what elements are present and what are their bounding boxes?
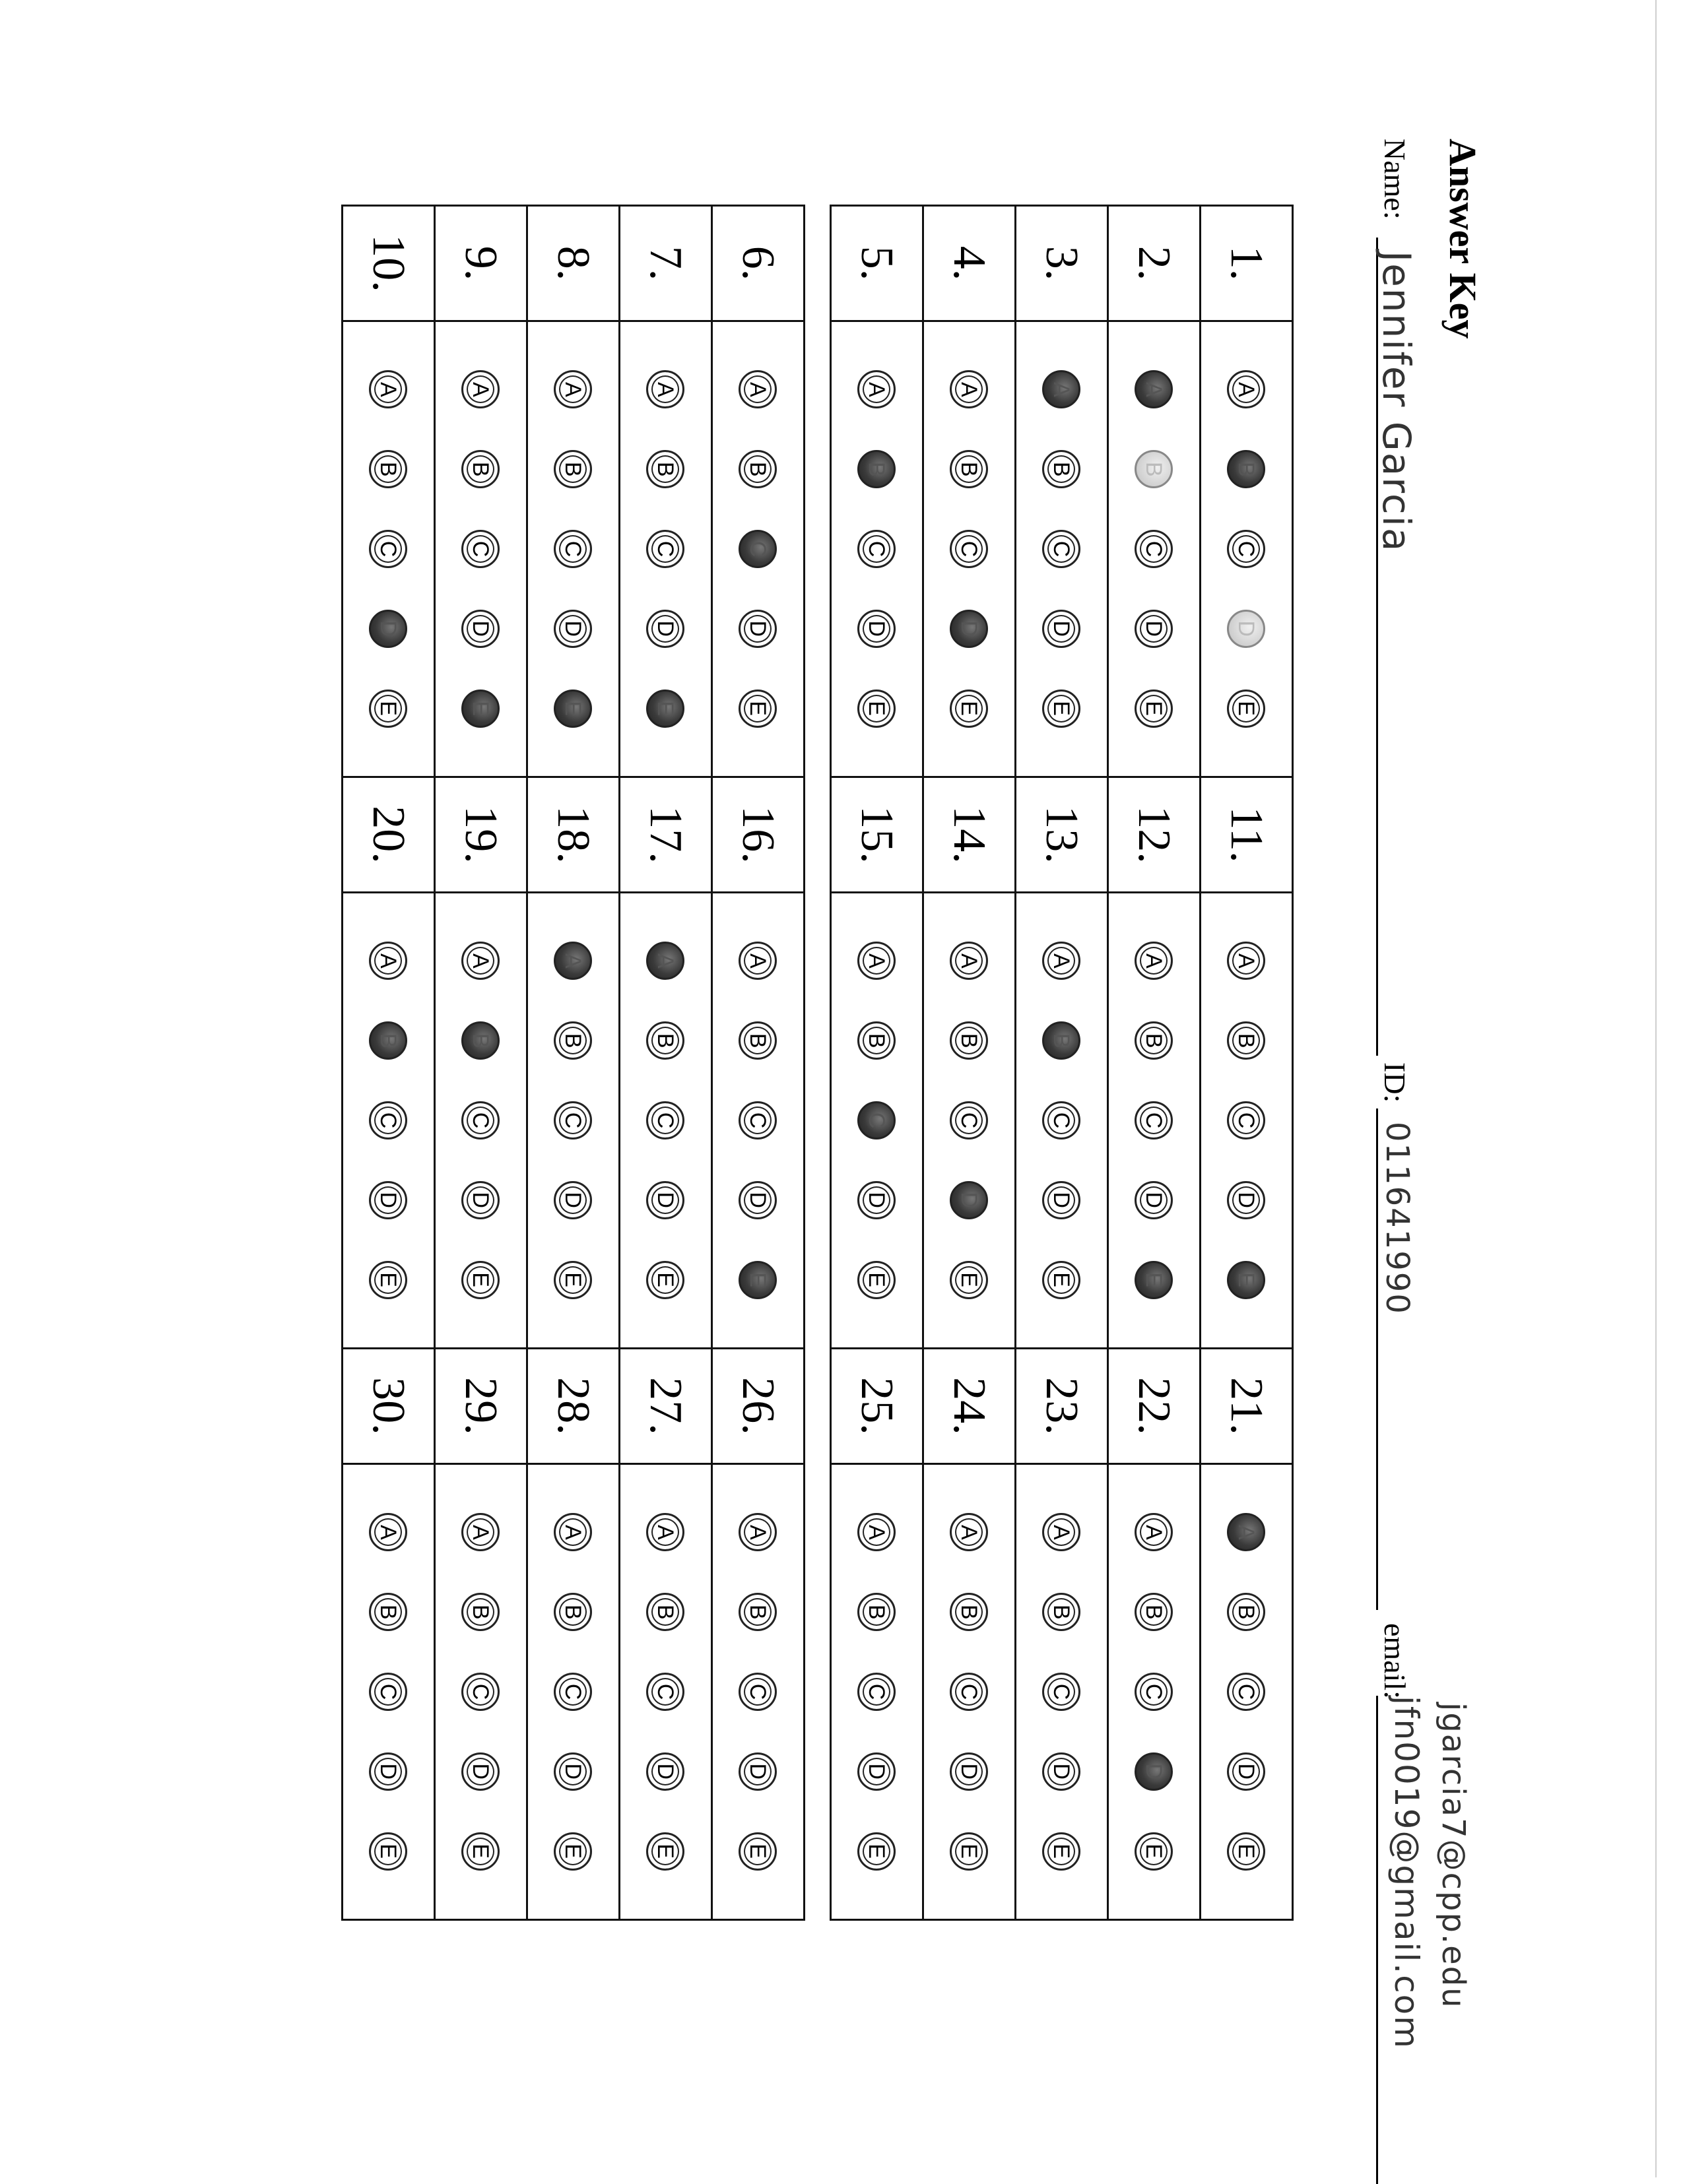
- question-number: 1.: [1201, 206, 1293, 321]
- answer-bubble-d[interactable]: D: [370, 610, 408, 648]
- answer-bubble-c[interactable]: C: [1135, 530, 1173, 568]
- answer-bubble-e[interactable]: E: [647, 690, 685, 728]
- bubble-group: [343, 1464, 435, 1920]
- bubble-group: [527, 321, 620, 777]
- answer-bubble-a[interactable]: A: [554, 942, 593, 980]
- answer-row: [435, 206, 527, 1920]
- answer-bubble-a[interactable]: A: [370, 1513, 408, 1551]
- answer-bubble-c[interactable]: C: [739, 1101, 777, 1140]
- answer-row: [620, 206, 712, 1920]
- answer-bubble-b[interactable]: B: [647, 1593, 685, 1631]
- answer-bubble-e[interactable]: E: [739, 1261, 777, 1299]
- bubble-group: [1016, 893, 1108, 1349]
- answer-bubble-d[interactable]: D: [647, 610, 685, 648]
- name-label: Name:: [1378, 139, 1412, 220]
- answer-bubble-d[interactable]: D: [858, 610, 896, 648]
- email-label: email:: [1378, 1623, 1412, 1699]
- answer-bubble-e[interactable]: E: [858, 690, 896, 728]
- answer-bubble-b[interactable]: B: [858, 450, 896, 488]
- answer-bubble-e[interactable]: E: [950, 1832, 989, 1871]
- answer-bubble-a[interactable]: A: [1043, 1513, 1081, 1551]
- answer-bubble-b[interactable]: B: [370, 450, 408, 488]
- answer-bubble-b[interactable]: B: [1135, 1021, 1173, 1060]
- answer-bubble-a[interactable]: A: [462, 942, 500, 980]
- question-number: 14.: [923, 777, 1016, 893]
- answer-bubble-a[interactable]: A: [370, 942, 408, 980]
- answer-bubble-b[interactable]: B: [554, 1593, 593, 1631]
- answer-bubble-c[interactable]: C: [647, 530, 685, 568]
- answer-bubble-a[interactable]: A: [370, 370, 408, 408]
- question-number: 3.: [1016, 206, 1108, 321]
- answer-bubble-b[interactable]: B: [554, 450, 593, 488]
- answer-bubble-a[interactable]: A: [858, 942, 896, 980]
- answer-bubble-c[interactable]: C: [1135, 1101, 1173, 1140]
- answer-bubble-a[interactable]: A: [1228, 370, 1266, 408]
- question-number: 11.: [1201, 777, 1293, 893]
- answer-bubble-d[interactable]: D: [950, 1752, 989, 1791]
- answer-bubble-d[interactable]: D: [1228, 1752, 1266, 1791]
- answer-bubble-b[interactable]: B: [739, 1593, 777, 1631]
- answer-bubble-e[interactable]: E: [950, 690, 989, 728]
- answer-bubble-d[interactable]: D: [739, 1181, 777, 1219]
- answer-bubble-e[interactable]: E: [462, 690, 500, 728]
- answer-bubble-d[interactable]: D: [1228, 610, 1266, 648]
- answer-row: [1016, 206, 1108, 1920]
- question-number: 17.: [620, 777, 712, 893]
- answer-bubble-e[interactable]: E: [1228, 690, 1266, 728]
- answer-row: [923, 206, 1016, 1920]
- bubble-group: [712, 1464, 805, 1920]
- email-value-1: jgarcia7@cpp.edu: [1435, 1702, 1472, 2009]
- answer-bubble-e[interactable]: E: [554, 690, 593, 728]
- answer-bubble-c[interactable]: C: [370, 1673, 408, 1711]
- bubble-group: [923, 1464, 1016, 1920]
- answer-bubble-b[interactable]: B: [1228, 1021, 1266, 1060]
- answer-bubble-a[interactable]: A: [1043, 942, 1081, 980]
- bubble-group: [712, 321, 805, 777]
- answer-bubble-b[interactable]: B: [370, 1593, 408, 1631]
- question-number: 10.: [343, 206, 435, 321]
- answer-bubble-a[interactable]: A: [858, 1513, 896, 1551]
- answer-bubble-c[interactable]: C: [858, 1101, 896, 1140]
- answer-bubble-d[interactable]: D: [1135, 610, 1173, 648]
- answer-bubble-a[interactable]: A: [1228, 1513, 1266, 1551]
- answer-bubble-d[interactable]: D: [462, 1752, 500, 1791]
- id-label: ID:: [1378, 1062, 1412, 1103]
- answer-bubble-e[interactable]: E: [739, 1832, 777, 1871]
- question-number: 5.: [831, 206, 923, 321]
- answer-bubble-a[interactable]: A: [739, 942, 777, 980]
- answer-bubble-b[interactable]: B: [1043, 1593, 1081, 1631]
- answer-row: [1201, 206, 1293, 1920]
- answer-bubble-a[interactable]: A: [1135, 1513, 1173, 1551]
- answer-bubble-c[interactable]: C: [1228, 530, 1266, 568]
- question-number: 2.: [1108, 206, 1201, 321]
- bubble-group: [1201, 1464, 1293, 1920]
- answer-bubble-c[interactable]: C: [950, 1101, 989, 1140]
- answer-bubble-d[interactable]: D: [1043, 610, 1081, 648]
- answer-bubble-c[interactable]: C: [462, 1673, 500, 1711]
- question-number: 27.: [620, 1349, 712, 1464]
- email-field: [1377, 1623, 1412, 1699]
- question-number: 8.: [527, 206, 620, 321]
- answer-bubble-a[interactable]: A: [739, 370, 777, 408]
- answer-bubble-a[interactable]: A: [950, 370, 989, 408]
- answer-block-1: [830, 205, 1294, 1921]
- id-underline: [1376, 1108, 1378, 1610]
- answer-bubble-a[interactable]: A: [462, 370, 500, 408]
- answer-bubble-d[interactable]: D: [370, 1752, 408, 1791]
- bubble-group: [1201, 893, 1293, 1349]
- answer-bubble-d[interactable]: D: [462, 610, 500, 648]
- answer-bubble-d[interactable]: D: [554, 610, 593, 648]
- answer-bubble-b[interactable]: B: [950, 450, 989, 488]
- answer-bubble-e[interactable]: E: [1043, 1261, 1081, 1299]
- answer-bubble-e[interactable]: E: [462, 1832, 500, 1871]
- answer-bubble-a[interactable]: A: [1228, 942, 1266, 980]
- answer-bubble-e[interactable]: E: [370, 690, 408, 728]
- bubble-group: [923, 893, 1016, 1349]
- answer-bubble-b[interactable]: B: [554, 1021, 593, 1060]
- answer-bubble-a[interactable]: A: [554, 1513, 593, 1551]
- answer-bubble-a[interactable]: A: [647, 942, 685, 980]
- answer-bubble-d[interactable]: D: [1135, 1181, 1173, 1219]
- email-value-2: jfn0019@gmail.com: [1387, 1696, 1426, 2049]
- question-number: 28.: [527, 1349, 620, 1464]
- question-number: 26.: [712, 1349, 805, 1464]
- answer-bubble-c[interactable]: C: [554, 1101, 593, 1140]
- answer-bubble-b[interactable]: B: [858, 1593, 896, 1631]
- email-underline: [1376, 1696, 1378, 2184]
- bubble-group: [923, 321, 1016, 777]
- answer-bubble-e[interactable]: E: [858, 1832, 896, 1871]
- answer-bubble-c[interactable]: C: [950, 530, 989, 568]
- question-number: 18.: [527, 777, 620, 893]
- answer-bubble-b[interactable]: B: [462, 1021, 500, 1060]
- answer-bubble-d[interactable]: D: [370, 1181, 408, 1219]
- name-field: [1377, 139, 1412, 220]
- page-title: Answer Key: [1441, 139, 1484, 339]
- answer-bubble-d[interactable]: D: [462, 1181, 500, 1219]
- answer-bubble-c[interactable]: C: [950, 1673, 989, 1711]
- question-number: 20.: [343, 777, 435, 893]
- question-number: 24.: [923, 1349, 1016, 1464]
- bubble-group: [1201, 321, 1293, 777]
- answer-bubble-e[interactable]: E: [1043, 690, 1081, 728]
- question-number: 19.: [435, 777, 527, 893]
- question-number: 4.: [923, 206, 1016, 321]
- answer-bubble-e[interactable]: E: [1135, 1832, 1173, 1871]
- answer-bubble-b[interactable]: B: [1135, 450, 1173, 488]
- answer-bubble-c[interactable]: C: [1043, 1673, 1081, 1711]
- answer-bubble-e[interactable]: E: [1135, 690, 1173, 728]
- question-number: 30.: [343, 1349, 435, 1464]
- answer-bubble-c[interactable]: C: [462, 530, 500, 568]
- answer-bubble-e[interactable]: E: [739, 690, 777, 728]
- answer-row: [831, 206, 923, 1920]
- answer-bubble-a[interactable]: A: [950, 1513, 989, 1551]
- answer-bubble-e[interactable]: E: [1043, 1832, 1081, 1871]
- bubble-group: [620, 893, 712, 1349]
- answer-bubble-c[interactable]: C: [554, 1673, 593, 1711]
- bubble-group: [527, 893, 620, 1349]
- question-number: 25.: [831, 1349, 923, 1464]
- question-number: 12.: [1108, 777, 1201, 893]
- answer-bubble-d[interactable]: D: [858, 1181, 896, 1219]
- question-number: 22.: [1108, 1349, 1201, 1464]
- answer-bubble-a[interactable]: A: [647, 1513, 685, 1551]
- scan-page-edge: [1655, 0, 1657, 2177]
- answer-bubble-a[interactable]: A: [858, 370, 896, 408]
- answer-bubble-d[interactable]: D: [554, 1181, 593, 1219]
- answer-bubble-e[interactable]: E: [1228, 1832, 1266, 1871]
- answer-bubble-b[interactable]: B: [739, 1021, 777, 1060]
- answer-bubble-c[interactable]: C: [554, 530, 593, 568]
- bubble-group: [435, 893, 527, 1349]
- answer-bubble-c[interactable]: C: [1135, 1673, 1173, 1711]
- answer-bubble-b[interactable]: B: [370, 1021, 408, 1060]
- bubble-group: [620, 321, 712, 777]
- bubble-group: [1016, 321, 1108, 777]
- answer-bubble-c[interactable]: C: [647, 1673, 685, 1711]
- answer-row: [527, 206, 620, 1920]
- answer-bubble-a[interactable]: A: [1043, 370, 1081, 408]
- answer-bubble-d[interactable]: D: [647, 1181, 685, 1219]
- answer-bubble-e[interactable]: E: [370, 1832, 408, 1871]
- question-number: 13.: [1016, 777, 1108, 893]
- answer-bubble-e[interactable]: E: [554, 1832, 593, 1871]
- answer-bubble-d[interactable]: D: [739, 610, 777, 648]
- answer-block-2: [341, 205, 805, 1921]
- answer-bubble-d[interactable]: D: [1043, 1181, 1081, 1219]
- answer-bubble-b[interactable]: B: [462, 450, 500, 488]
- answer-bubble-e[interactable]: E: [1135, 1261, 1173, 1299]
- bubble-group: [343, 321, 435, 777]
- bubble-group: [1016, 1464, 1108, 1920]
- answer-bubble-b[interactable]: B: [1043, 1021, 1081, 1060]
- id-value: 011641990: [1379, 1122, 1416, 1315]
- answer-bubble-b[interactable]: B: [647, 450, 685, 488]
- answer-bubble-e[interactable]: E: [647, 1261, 685, 1299]
- question-number: 16.: [712, 777, 805, 893]
- answer-bubble-b[interactable]: B: [1135, 1593, 1173, 1631]
- answer-bubble-d[interactable]: D: [950, 610, 989, 648]
- answer-bubble-b[interactable]: B: [1043, 450, 1081, 488]
- answer-bubble-a[interactable]: A: [739, 1513, 777, 1551]
- answer-row: [1108, 206, 1201, 1920]
- answer-bubble-c[interactable]: C: [462, 1101, 500, 1140]
- answer-bubble-d[interactable]: D: [950, 1181, 989, 1219]
- answer-bubble-b[interactable]: B: [950, 1021, 989, 1060]
- answer-bubble-e[interactable]: E: [462, 1261, 500, 1299]
- answer-bubble-c[interactable]: C: [858, 1673, 896, 1711]
- answer-bubble-c[interactable]: C: [1043, 1101, 1081, 1140]
- answer-bubble-e[interactable]: E: [647, 1832, 685, 1871]
- answer-bubble-b[interactable]: B: [1228, 1593, 1266, 1631]
- answer-bubble-b[interactable]: B: [1228, 450, 1266, 488]
- bubble-group: [1108, 893, 1201, 1349]
- answer-bubble-d[interactable]: D: [647, 1752, 685, 1791]
- answer-bubble-d[interactable]: D: [1043, 1752, 1081, 1791]
- bubble-group: [435, 1464, 527, 1920]
- question-number: 29.: [435, 1349, 527, 1464]
- id-field: [1377, 1062, 1412, 1103]
- answer-bubble-b[interactable]: B: [647, 1021, 685, 1060]
- bubble-group: [1108, 1464, 1201, 1920]
- question-number: 21.: [1201, 1349, 1293, 1464]
- answer-bubble-a[interactable]: A: [462, 1513, 500, 1551]
- answer-bubble-a[interactable]: A: [950, 942, 989, 980]
- answer-bubble-d[interactable]: D: [1135, 1752, 1173, 1791]
- answer-bubble-a[interactable]: A: [1135, 942, 1173, 980]
- answer-bubble-c[interactable]: C: [739, 1673, 777, 1711]
- answer-bubble-c[interactable]: C: [1043, 530, 1081, 568]
- answer-row: [712, 206, 805, 1920]
- answer-bubble-c[interactable]: C: [647, 1101, 685, 1140]
- answer-bubble-b[interactable]: B: [739, 450, 777, 488]
- answer-bubble-c[interactable]: C: [1228, 1673, 1266, 1711]
- name-value: Jennifer Garcia: [1374, 251, 1419, 553]
- question-number: 15.: [831, 777, 923, 893]
- answer-sheet: [363, 139, 1498, 2085]
- answer-bubble-d[interactable]: D: [554, 1752, 593, 1791]
- answer-bubble-e[interactable]: E: [858, 1261, 896, 1299]
- bubble-group: [527, 1464, 620, 1920]
- bubble-group: [343, 893, 435, 1349]
- question-number: 7.: [620, 206, 712, 321]
- bubble-group: [831, 1464, 923, 1920]
- bubble-group: [831, 321, 923, 777]
- answer-bubble-c[interactable]: C: [1228, 1101, 1266, 1140]
- bubble-group: [435, 321, 527, 777]
- answer-bubble-b[interactable]: B: [950, 1593, 989, 1631]
- answer-bubble-c[interactable]: C: [739, 530, 777, 568]
- answer-bubble-c[interactable]: C: [370, 530, 408, 568]
- answer-bubble-e[interactable]: E: [554, 1261, 593, 1299]
- question-number: 23.: [1016, 1349, 1108, 1464]
- answer-bubble-c[interactable]: C: [858, 530, 896, 568]
- question-number: 9.: [435, 206, 527, 321]
- bubble-group: [831, 893, 923, 1349]
- answer-bubble-e[interactable]: E: [950, 1261, 989, 1299]
- answer-bubble-a[interactable]: A: [554, 370, 593, 408]
- question-number: 6.: [712, 206, 805, 321]
- answer-bubble-b[interactable]: B: [858, 1021, 896, 1060]
- answer-bubble-c[interactable]: C: [370, 1101, 408, 1140]
- answer-row: [343, 206, 435, 1920]
- bubble-group: [620, 1464, 712, 1920]
- bubble-group: [712, 893, 805, 1349]
- answer-bubble-b[interactable]: B: [462, 1593, 500, 1631]
- answer-bubble-e[interactable]: E: [1228, 1261, 1266, 1299]
- answer-bubble-a[interactable]: A: [647, 370, 685, 408]
- answer-bubble-d[interactable]: D: [739, 1752, 777, 1791]
- answer-bubble-e[interactable]: E: [370, 1261, 408, 1299]
- bubble-group: [1108, 321, 1201, 777]
- answer-bubble-d[interactable]: D: [1228, 1181, 1266, 1219]
- answer-bubble-d[interactable]: D: [858, 1752, 896, 1791]
- answer-bubble-a[interactable]: A: [1135, 370, 1173, 408]
